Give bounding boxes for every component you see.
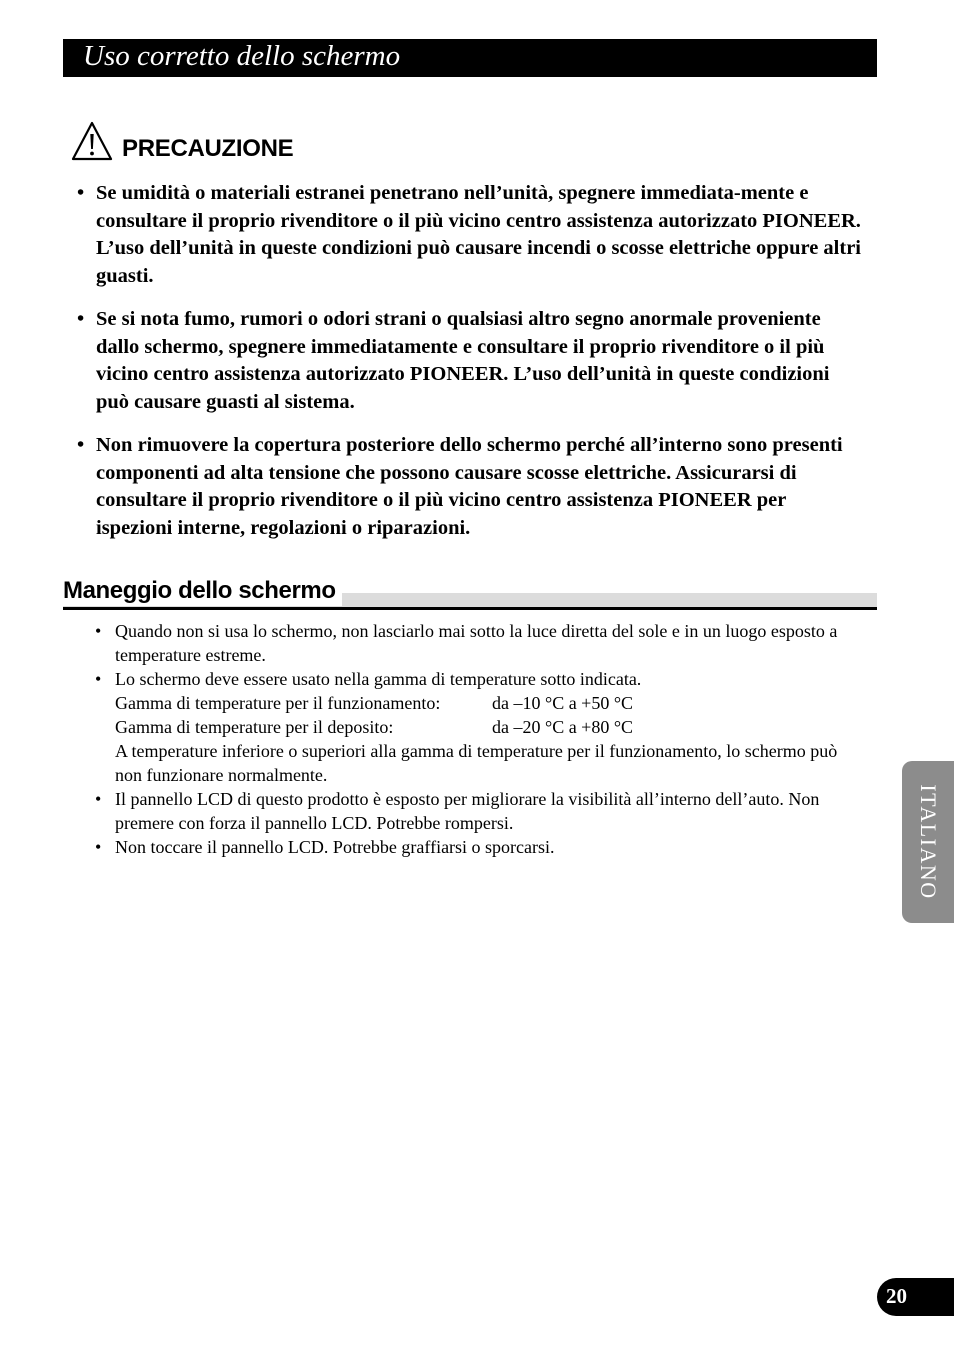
warning-item: [77, 432, 867, 542]
care-item: [95, 835, 845, 859]
warning-list: [77, 180, 867, 558]
warning-item: [77, 180, 867, 290]
bullet: •: [77, 434, 85, 456]
care-list: [95, 619, 845, 859]
temperature-label: Gamma di temperature per il deposito:: [115, 717, 394, 737]
section-rule: [63, 607, 877, 610]
care-text: A temperature inferiore o superiori alla gamma di temperature per il funzionamento, lo schermo può non funzionare normalmente.: [115, 741, 838, 785]
warning-text: Non rimuovere la copertura posteriore dello schermo perché all’interno sono presenti componenti ad alta tensione che possono causare scosse elettriche. Assicurarsi di consultare il proprio rivenditore o il più vicino centro assistenza PIONEER per ispezioni interne, regolazioni o riparazioni.: [96, 434, 843, 539]
care-text: Non toccare il pannello LCD. Potrebbe graffiarsi o sporcarsi.: [115, 837, 555, 857]
warning-text: Se si nota fumo, rumori o odori strani o qualsiasi altro segno anormale proveniente dallo schermo, spegnere immediatamente e consultare il proprio rivenditore o il più vicino centro assistenza autorizzato PIONEER. L’uso dell’unità in queste condizioni può causare guasti al sistema.: [96, 308, 830, 413]
caution-label: PRECAUZIONE: [122, 135, 294, 162]
language-tab: [902, 761, 954, 923]
care-item: [95, 667, 845, 787]
page-number-tab: [877, 1278, 954, 1316]
section-heading: [63, 576, 877, 612]
care-text: Lo schermo deve essere usato nella gamma di temperature sotto indicata.: [115, 669, 642, 689]
bullet: •: [95, 789, 102, 809]
bullet: •: [95, 837, 102, 857]
warning-item: [77, 306, 867, 416]
care-item: [95, 787, 845, 835]
care-text: Il pannello LCD di questo prodotto è esposto per migliorare la visibilità all’interno dell’auto. Non premere con forza il pannello LCD. Potrebbe rompersi.: [115, 789, 820, 833]
temperature-row-operating: [115, 691, 845, 715]
page-title: Uso corretto dello schermo: [83, 40, 401, 72]
section-title: Maneggio dello schermo: [63, 576, 342, 606]
temperature-value: da –20 °C a +80 °C: [492, 717, 634, 737]
care-item: [95, 619, 845, 667]
warning-text: Se umidità o materiali estranei penetrano nell’unità, spegnere immediata-mente e consultare il proprio rivenditore o il più vicino centro assistenza autorizzato PIONEER. L’uso dell’unità in queste condizioni può causare incendi o scosse elettriche oppure altri guasti.: [96, 182, 861, 287]
warning-triangle-icon: [70, 120, 114, 162]
bullet: •: [77, 308, 85, 330]
language-label: ITALIANO: [916, 784, 941, 900]
page-number: 20: [886, 1284, 907, 1308]
bullet: •: [95, 621, 102, 641]
care-text: Quando non si usa lo schermo, non lasciarlo mai sotto la luce diretta del sole e in un luogo esposto a temperature estreme.: [115, 621, 838, 665]
temperature-label: Gamma di temperature per il funzionamento:: [115, 693, 441, 713]
bullet: •: [77, 182, 85, 204]
temperature-value: da –10 °C a +50 °C: [492, 693, 634, 713]
page-title-bar: [63, 39, 877, 77]
temperature-row-storage: [115, 715, 845, 739]
bullet: •: [95, 669, 102, 689]
